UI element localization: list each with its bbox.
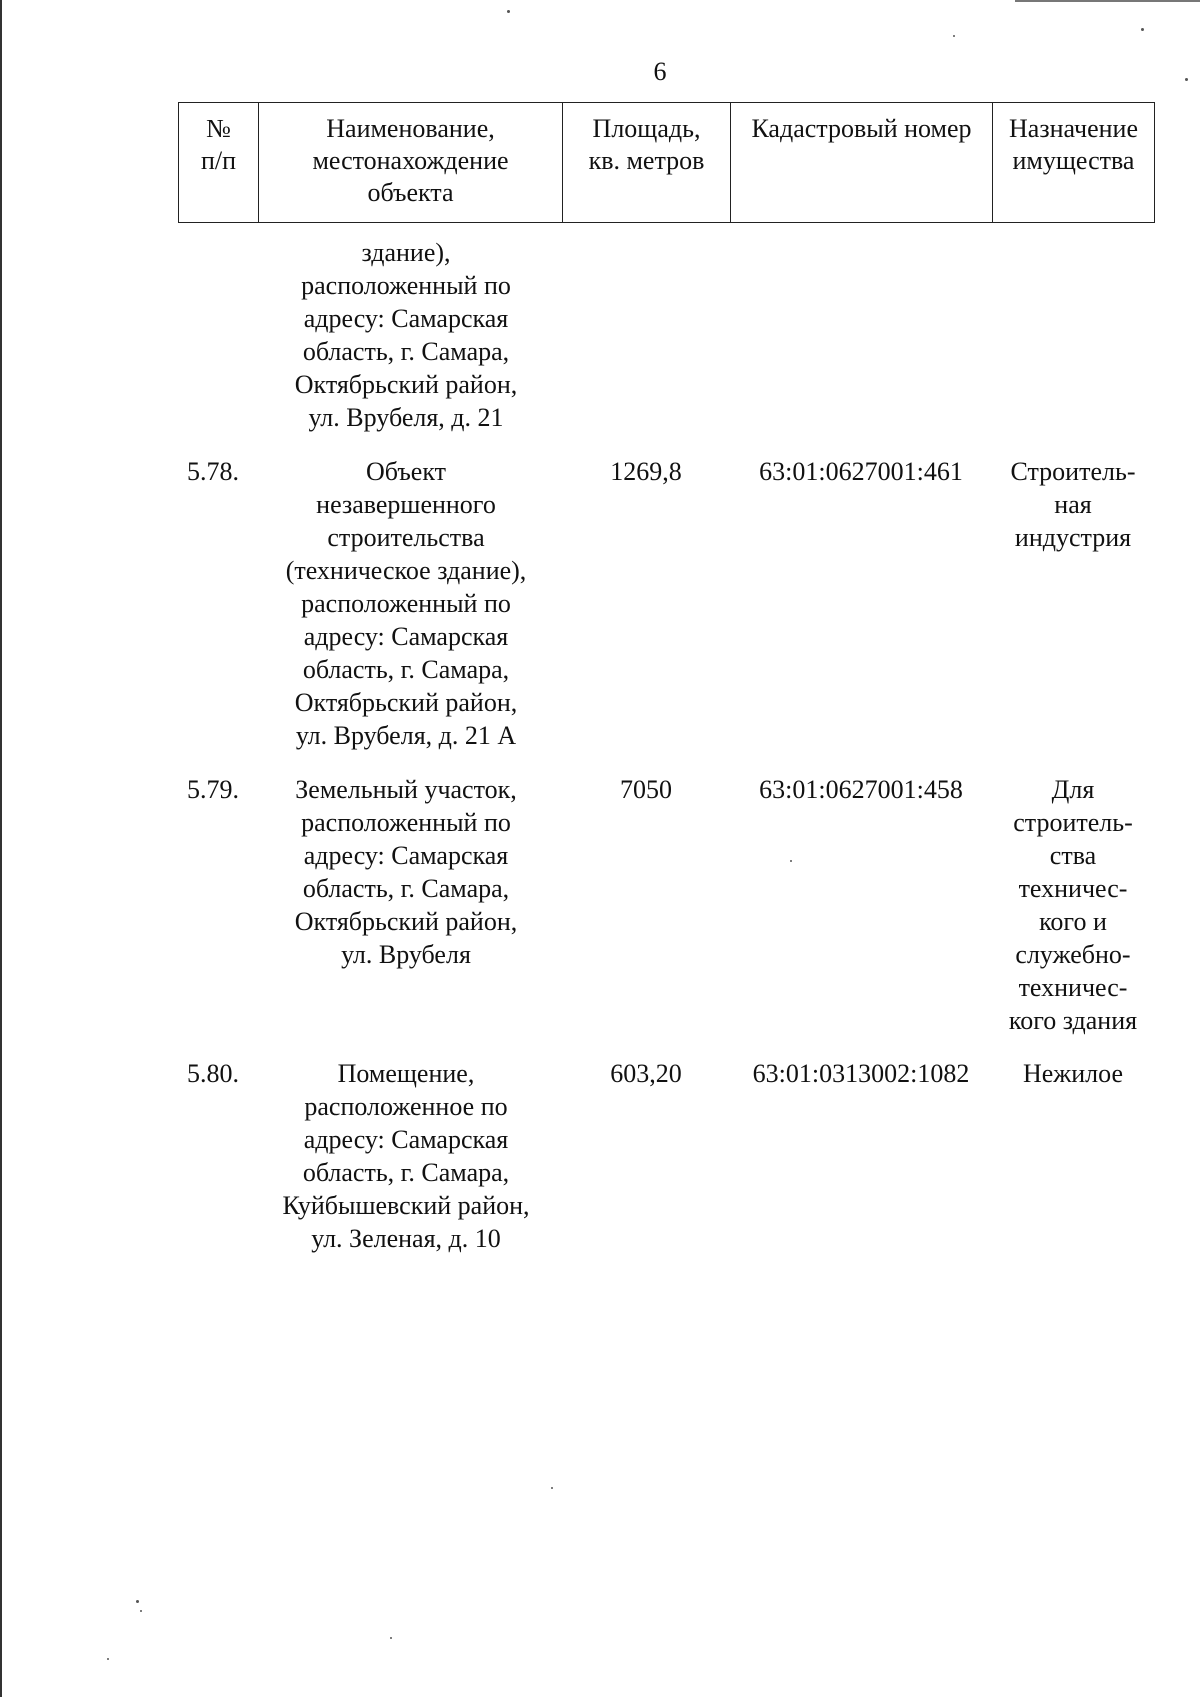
header-name <box>259 103 563 223</box>
row-purpose-5-79: Для строитель- ства техничес- кого и служебно- техничес- кого здания <box>1008 775 1138 1035</box>
row-num-5-79: 5.79. <box>187 775 239 804</box>
row-purpose-5-78: Строитель- ная индустрия <box>1010 457 1136 552</box>
header-num-text: № п/п <box>200 114 237 175</box>
header-purpose <box>993 103 1155 223</box>
continuation-name: здание), расположенный по адресу: Самарская область, г. Самара, Октябрьский район, ул. Врубеля, д. 21 <box>294 238 518 432</box>
scan-speck <box>1141 28 1144 31</box>
scan-speck <box>1185 78 1188 81</box>
scan-speck <box>390 1637 392 1639</box>
scan-speck <box>953 35 955 37</box>
scan-speck <box>790 860 792 862</box>
scan-speck <box>140 1610 142 1612</box>
row-purpose-5-80: Нежилое <box>1022 1059 1124 1088</box>
scan-top-edge <box>1015 0 1200 2</box>
scan-speck <box>507 10 510 13</box>
header-area-text: Площадь, кв. метров <box>588 114 705 175</box>
row-num-5-80: 5.80. <box>187 1059 239 1088</box>
row-cadastral-5-79: 63:01:0627001:458 <box>759 775 963 804</box>
scan-speck <box>107 1658 109 1660</box>
row-area-5-80: 603,20 <box>610 1059 682 1088</box>
header-name-text: Наименование, местонахождение объекта <box>312 114 509 207</box>
row-name-5-80: Помещение, расположенное по адресу: Самарская область, г. Самара, Куйбышевский район, ул. Зеленая, д. 10 <box>282 1059 530 1253</box>
row-name-5-79: Земельный участок, расположенный по адресу: Самарская область, г. Самара, Октябрьский район, ул. Врубеля <box>294 775 518 969</box>
scan-speck <box>136 1600 139 1603</box>
header-cadastral-text: Кадастровый номер <box>751 114 972 143</box>
scan-speck <box>551 1487 553 1489</box>
row-area-5-78: 1269,8 <box>610 457 682 486</box>
property-table-header <box>178 102 1155 223</box>
header-purpose-text: Назначение имущества <box>1009 114 1138 175</box>
row-cadastral-5-80: 63:01:0313002:1082 <box>752 1059 970 1088</box>
header-row <box>179 103 1155 223</box>
row-cadastral-5-78: 63:01:0627001:461 <box>759 457 963 486</box>
scan-left-edge <box>0 0 2 1697</box>
header-cadastral <box>731 103 993 223</box>
page-number: 6 <box>653 57 667 86</box>
row-name-5-78: Объект незавершенного строительства (техническое здание), расположенный по адресу: Самарская область, г. Самара, Октябрьский район, ул. Врубеля, д. 21 А <box>285 457 527 750</box>
row-area-5-79: 7050 <box>620 775 672 804</box>
header-area <box>563 103 731 223</box>
header-num <box>179 103 259 223</box>
row-num-5-78: 5.78. <box>187 457 239 486</box>
